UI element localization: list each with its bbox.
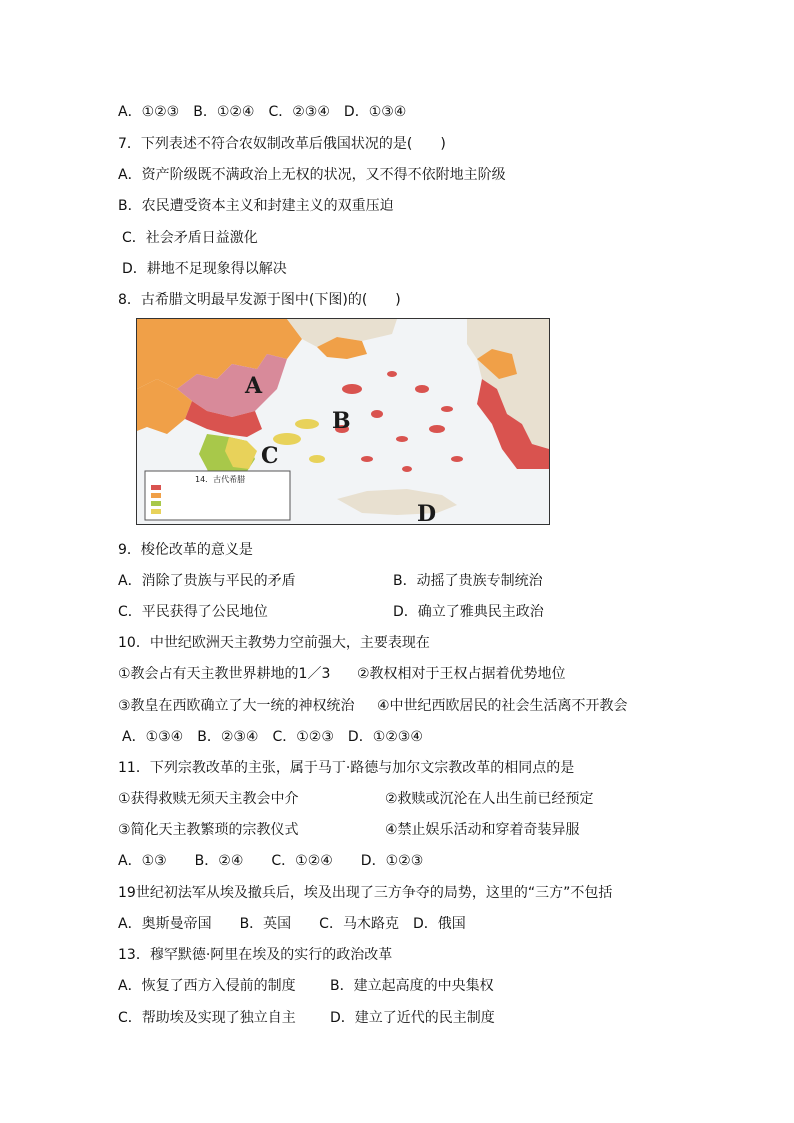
q11-options: A．①③ B．②④ C．①②④ D．①②③ [118,853,424,869]
q13-option-d: D．建立了近代的民主制度 [330,1010,495,1026]
map-label-c: C [261,443,279,469]
q13-stem: 13．穆罕默德·阿里在埃及的实行的政治改革 [118,947,393,963]
q9-option-a: A．消除了贵族与平民的矛盾 [118,573,296,589]
q11-statement-1: ①获得救赎无须天主教会中介 [118,791,299,807]
q7-option-a: A．资产阶级既不满政治上无权的状况，又不得不依附地主阶级 [118,167,506,183]
q10-statement-4: ④中世纪西欧居民的社会生活离不开教会 [377,698,628,714]
q7-option-c: C．社会矛盾日益激化 [122,230,258,246]
q10-stem: 10．中世纪欧洲天主教势力空前强大，主要表现在 [118,635,430,651]
map-label-a: A [245,373,263,399]
q13-option-c: C．帮助埃及实现了独立自主 [118,1010,296,1026]
ancient-greece-map [136,318,550,525]
q10-statement-2: ②教权相对于王权占据着优势地位 [357,666,566,682]
q10-statement-1: ①教会占有天主教世界耕地的1／3 [118,666,331,682]
q11-stem: 11．下列宗教改革的主张，属于马丁·路德与加尔文宗教改革的相同点的是 [118,760,575,776]
q11-statement-2: ②救赎或沉沦在人出生前已经预定 [385,791,594,807]
q9-option-d: D．确立了雅典民主政治 [393,604,544,620]
q11-statement-4: ④禁止娱乐活动和穿着奇装异服 [385,822,580,838]
q7-option-d: D．耕地不足现象得以解决 [122,261,287,277]
q9-stem: 9．梭伦改革的意义是 [118,542,253,558]
q13-option-b: B．建立起高度的中央集权 [330,978,494,994]
q10-options: A．①③④ B．②③④ C．①②③ D．①②③④ [122,729,423,745]
q9-option-c: C．平民获得了公民地位 [118,604,268,620]
q11-statement-3: ③简化天主教繁琐的宗教仪式 [118,822,299,838]
q7-stem: 7．下列表述不符合农奴制改革后俄国状况的是( ) [118,136,446,152]
q9-option-b: B．动摇了贵族专制统治 [393,573,543,589]
q7-option-b: B．农民遭受资本主义和封建主义的双重压迫 [118,198,394,214]
q6-options: A．①②③ B．①②④ C．②③④ D．①③④ [118,104,407,120]
q10-statement-3: ③教皇在西欧确立了大一统的神权统治 [118,698,355,714]
q13-option-a: A．恢复了西方入侵前的制度 [118,978,296,994]
q12-stem: 19世纪初法军从埃及撤兵后，埃及出现了三方争夺的局势，这里的“三方”不包括 [118,885,613,901]
map-label-d: D [417,501,437,524]
map-label-b: B [332,408,351,434]
q8-stem: 8．古希腊文明最早发源于图中(下图)的( ) [118,292,401,308]
map-legend-title: 14．古代希腊 [195,475,246,484]
q12-options: A．奥斯曼帝国 B．英国 C．马木路克 D．俄国 [118,916,466,932]
